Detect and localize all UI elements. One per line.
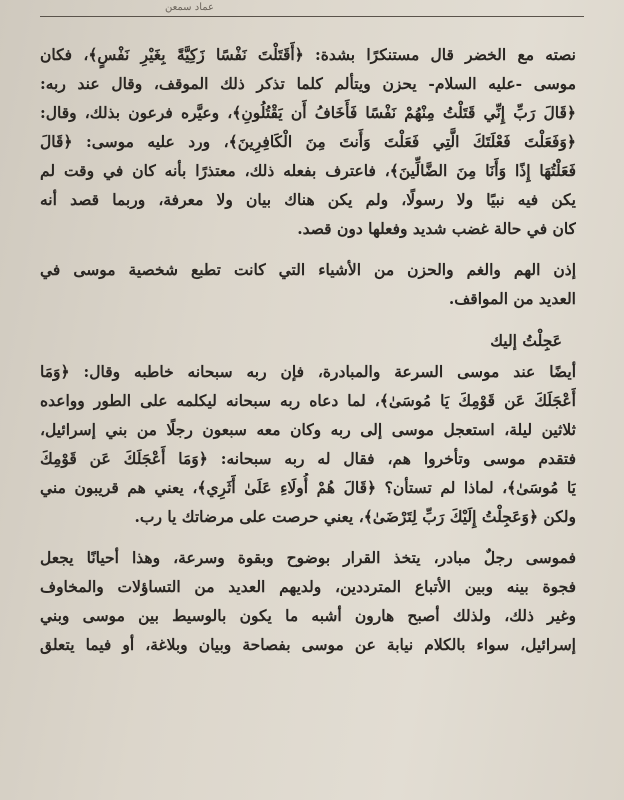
text-line: ولكن ﴿وَعَجِلْتُ إِلَيْكَ رَبِّ لِتَرْضَىٰ﴾، يعني حرصت على مرضاتك يا رب.	[134, 507, 576, 526]
text-line: ثلاثين ليلة، استعجل موسى إلى ربه وكان معه سبعون رجلًا من بني إسرائيل،	[40, 420, 576, 439]
text-line: فتقدم موسى وتأخروا هم، فقال له ربه سبحانه: ﴿وَمَا أَعْجَلَكَ عَن قَوْمِكَ	[40, 449, 576, 468]
text-line: ﴿قَالَ رَبِّ إِنِّي قَتَلْتُ مِنْهُمْ نَفْسًا فَأَخَافُ أَن يَقْتُلُونِ﴾، وعيَّره فرعون بذلك، وقال:	[40, 103, 576, 122]
text-line: يكن فيه نبيًا ولا رسولًا، ولم يكن هناك بيان ولا معرفة، وربما قصد أنه	[40, 190, 576, 209]
text-line: كان في حالة غضب شديد وفعلها دون قصد.	[297, 219, 576, 238]
paragraph-4	[40, 543, 576, 659]
paragraph-3	[40, 357, 576, 531]
running-header-title: عماد سمعن	[164, 2, 214, 13]
text-line: ﴿وَفَعَلْتَ فَعْلَتَكَ الَّتِي فَعَلْتَ وَأَنتَ مِنَ الْكَافِرِينَ﴾، ورد عليه موسى: ﴿قَالَ	[40, 132, 576, 151]
text-line: نصته مع الخضر قال مستنكرًا بشدة: ﴿أَقَتَلْتَ نَفْسًا زَكِيَّةً بِغَيْرِ نَفْسٍ﴾، فكان	[40, 45, 576, 64]
page-body	[40, 40, 576, 659]
text-line: إسرائيل، سواء بالكلام نيابة عن موسى بفصاحة وبيان وبلاغة، أو فيما يتعلق	[40, 635, 576, 654]
paragraph-gap	[40, 243, 576, 255]
page-header	[40, 0, 584, 20]
text-line: فجوة بينه وبين الأتباع المترددين، ولديهم العديد من التساؤلات والمخاوف	[40, 577, 576, 596]
text-line: موسى -عليه السلام- يحزن ويتألم كلما تذكر ذلك الموقف، وقال عند ربه:	[40, 74, 576, 93]
text-line: العديد من المواقف.	[448, 289, 576, 308]
paragraph-gap	[40, 313, 576, 325]
text-line: فموسى رجلٌ مبادر، يتخذ القرار بوضوح وبقوة وسرعة، وهذا أحيانًا يجعل	[40, 548, 576, 567]
text-line: يَا مُوسَىٰ﴾، لماذا لم تستأن؟ ﴿قَالَ هُمْ أُولَاءِ عَلَىٰ أَثَرِي﴾، يعني هم قريبون مني	[40, 478, 576, 497]
paragraph-1	[40, 40, 576, 243]
header-rule	[40, 16, 584, 17]
text-line: وغير ذلك، ولذلك أصبح هارون أشبه ما يكون بالوسيط بين موسى وبني	[40, 606, 576, 625]
text-line: أَعْجَلَكَ عَن قَوْمِكَ يَا مُوسَىٰ﴾، لما دعاه ربه سبحانه ليكلمه على الطور وواعده	[40, 391, 576, 410]
text-line: إذن الهم والغم والحزن من الأشياء التي كانت تطبع شخصية موسى في	[40, 260, 576, 279]
paragraph-2	[40, 255, 576, 313]
section-heading: عَجِلْتُ إليك	[490, 331, 562, 350]
paragraph-gap	[40, 531, 576, 543]
text-line: فَعَلْتُهَا إِذًا وَأَنَا مِنَ الضَّالِّينَ﴾، فاعترف بفعله ذلك، معتذرًا بأنه كان في وقت لم	[40, 161, 576, 180]
text-line: أيضًا عند موسى السرعة والمبادرة، فإن ربه سبحانه خاطبه وقال: ﴿وَمَا	[40, 362, 576, 381]
